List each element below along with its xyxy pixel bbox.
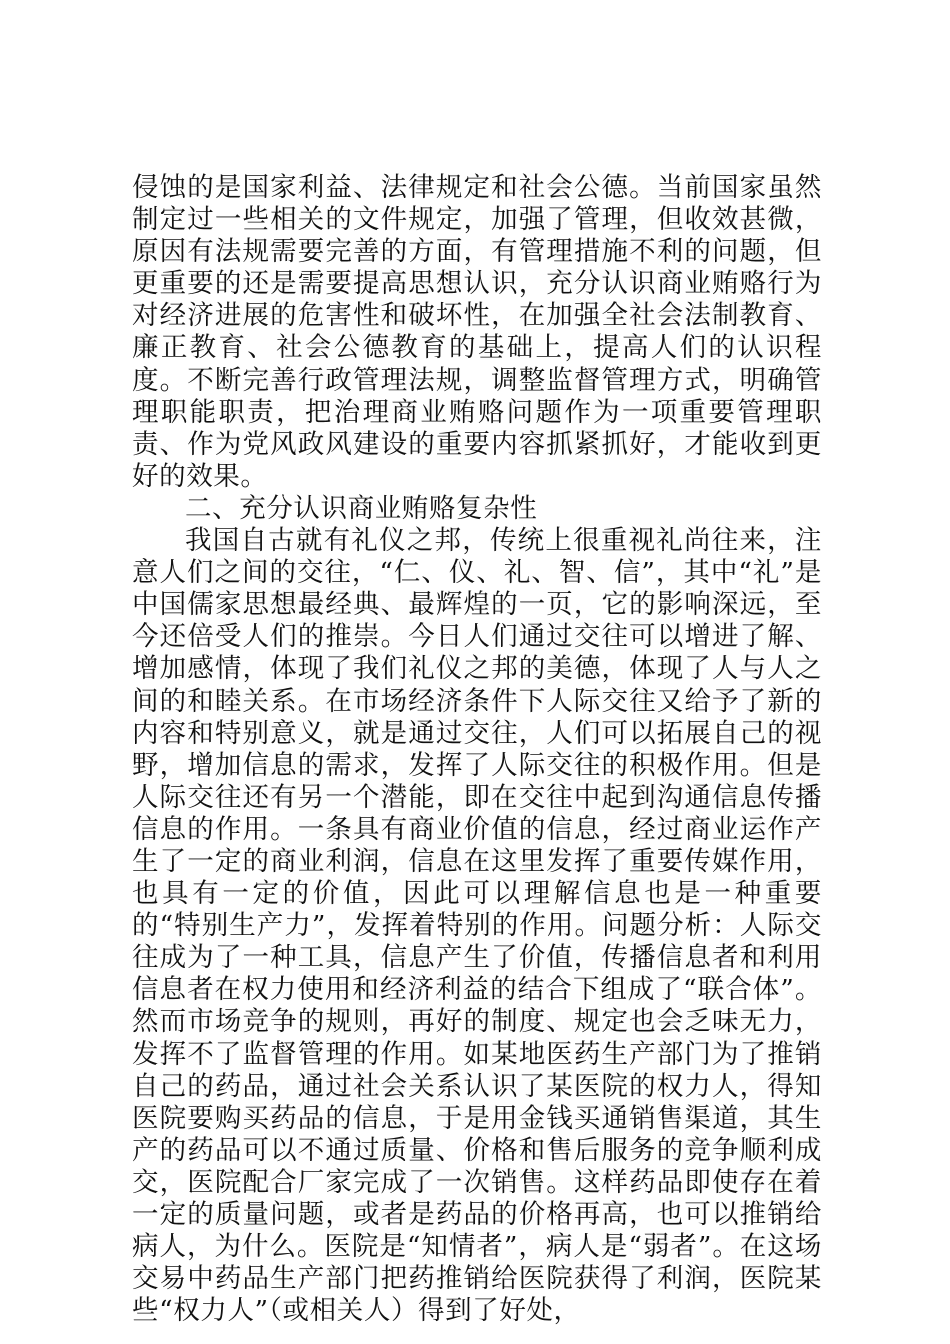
section-heading: 二、充分认识商业贿赂复杂性	[185, 492, 538, 524]
paragraph-main: 我国自古就有礼仪之邦，传统上很重视礼尚往来，注意人们之间的交往，“仁、仪、礼、智、信”，其中“礼”是中国儒家思想最经典、最辉煌的一页，它的影响深远，至今还倍受人们的推崇。今日人们通过交往可以增进了解、增加感情，体现了我们礼仪之邦的美德，体现了人与人之间的和睦关系。在市场经济条件下人际交往又给予了新的内容和特别意义，就是通过交往，人们可以拓展自己的视野，增加信息的需求，发挥了人际交往的积极作用。但是人际交往还有另一个潜能，即在交往中起到沟通信息传播信息的作用。一条具有商业价值的信息，经过商业运作产生了一定的商业利润，信息在这里发挥了重要传媒作用，也具有一定的价值，因此可以理解信息也是一种重要的“特别生产力”，发挥着特别的作用。问题分析：人际交往成为了一种工具，信息产生了价值，传播信息者和利用信息者在权力使用和经济利益的结合下组成了“联合体”。然而市场竞争的规则，再好的制度、规定也会乏味无力，发挥不了监督管理的作用。如某地医药生产部门为了推销自己的药品，通过社会关系认识了某医院的权力人，得知医院要购买药品的信息，于是用金钱买通销售渠道，其生产的药品可以不通过质量、价格和售后服务的竞争顺利成交，医院配合厂家完成了一次销售。这样药品即使存在着一定的质量问题，或者是药品的价格再高，也可以推销给病人，为什么。医院是“知情者”，病人是“弱者”。在这场交易中药品生产部门把药推销给医院获得了利润，医院某些“权力人”（或相关人）得到了好处，	[132, 525, 822, 1327]
paragraph-continued: 侵蚀的是国家利益、法律规定和社会公德。当前国家虽然制定过一些相关的文件规定，加强了管理，但收效甚微，原因有法规需要完善的方面，有管理措施不利的问题，但更重要的还是需要提高思想认识，充分认识商业贿赂行为对经济进展的危害性和破坏性，在加强全社会法制教育、廉正教育、社会公德教育的基础上，提高人们的认识程度。不断完善行政管理法规，调整监督管理方式，明确管理职能职责，把治理商业贿赂问题作为一项重要管理职责、作为党风政风建设的重要内容抓紧抓好，才能收到更好的效果。	[132, 172, 822, 492]
document-body	[132, 172, 822, 1327]
